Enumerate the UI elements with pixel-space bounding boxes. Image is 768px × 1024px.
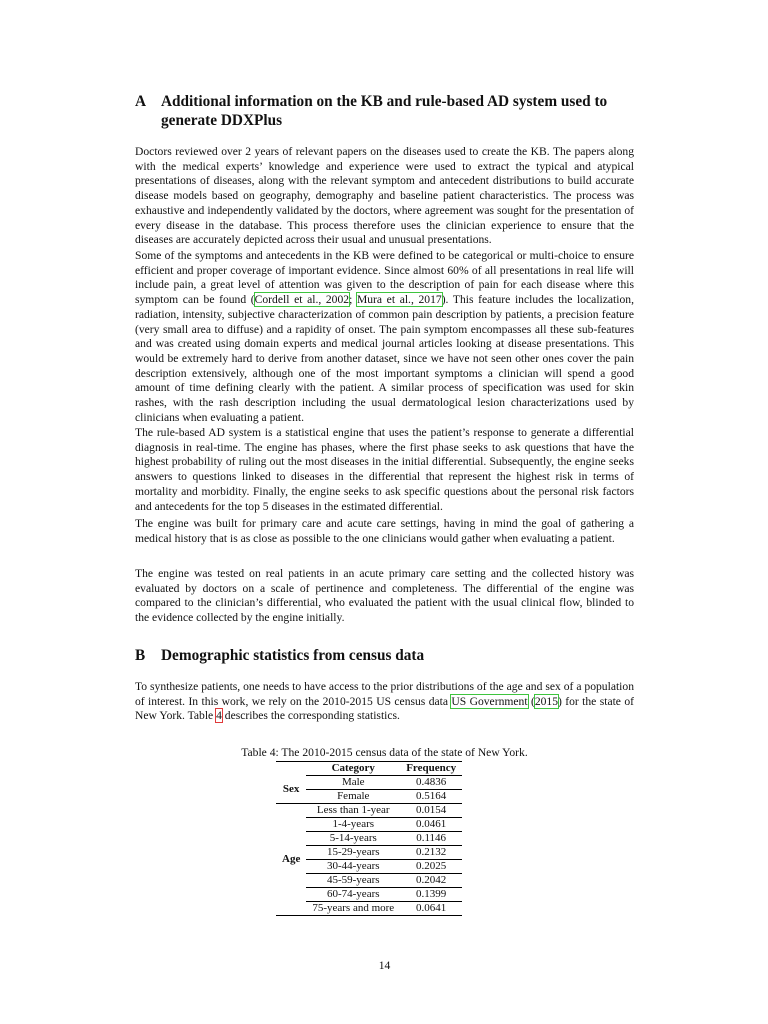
b-p1-text-start: To synthesize patients, one needs to have access to the prior distributions of the age and sex of a population of interest. In this work, we rely on the 2010-2015 US census data [135,680,634,708]
section-a-paragraph-2 [135,249,634,425]
section-a-heading [135,92,634,130]
age-frequency-cell: 0.0641 [400,902,462,916]
table-header-category: Category [306,762,400,776]
citation-us-government-year[interactable]: 2015 [534,694,558,708]
age-frequency-cell: 0.1399 [400,888,462,902]
p2-citation-separator: ; [349,293,357,307]
section-a-title: Additional information on the KB and rule-based AD system used to generate DDXPlus [161,93,608,129]
b-p1-text-mid: for the state of New York. Table [135,694,634,723]
citation-us-government[interactable]: US Government [451,694,528,708]
p2-text-start: Some of the symptoms and antecedents in the KB were defined to be categorical or multi-choice to ensure efficient and proper coverage of important evidence. Since almost 60% of all presentations in real life will include pain, a great level of attention was given to the description of pain for each disease where this symptom can be found ( [135,249,634,307]
age-frequency-cell: 0.0461 [400,818,462,832]
census-table-body [276,776,462,916]
census-table [276,761,462,916]
sex-category-cell: Male [306,776,400,790]
age-frequency-cell: 0.0154 [400,804,462,818]
table-header-empty [276,762,306,776]
section-a-paragraph-4: The engine was built for primary care and acute care settings, having in mind the goal of gathering a medical history that is as close as possible to the one clinicians would gather when evaluating a patient. [135,517,634,545]
section-a-paragraph-3: The rule-based AD system is a statistical engine that uses the patient’s response to generate a differential diagnosis in real-time. The engine has phases, where the first phase seeks to ask questions that have the highest probability of ruling out the most diseases in the initial differential. Subsequently, the engine seeks answers to questions linked to diseases in the differential that represent the highest risk in terms of mortality and morbidity. Finally, the engine seeks to ask specific questions about the personal risk factors and antecedents for the top 5 diseases in the estimated differential. [135,426,634,513]
age-category-cell: 15-29-years [306,846,400,860]
section-a-paragraph-1: Doctors reviewed over 2 years of relevant papers on the diseases used to create the KB. The papers along with the medical experts’ knowledge and experience were used to extract the typical and atypical presentations of diseases, along with the relevant symptom and antecedent distributions to build accurate disease models based on geography, demography and baseline patient characteristics. The process was exhaustive and independently validated by the doctors, where agreement was sought for the presentation of every disease in the database. This process therefore uses the clinician experience to ensure that the diseases are accurately depicted across their usual and unusual presentations. [135,145,634,247]
age-category-cell: 75-years and more [306,902,400,916]
section-b-number: B [135,647,146,664]
citation-mura-2017[interactable]: Mura et al., 2017 [356,293,442,307]
age-frequency-cell: 0.2132 [400,846,462,860]
age-frequency-cell: 0.2025 [400,860,462,874]
section-b-heading [135,646,424,665]
citation-cordell-2002[interactable]: Cordell et al., 2002 [254,293,350,307]
p2-text-end: ). This feature includes the localization, radiation, intensity, subjective characterization of common pain description by patients, a precision feature (very small area to diffuse) and a rapidity of onset. The pain symptom encompasses all these sub-features and was created using domain experts and medical journal articles looking at disease presentations. This would be extremely hard to derive from another dataset, since we have not seen other ones cover the pain description extensively, although one of the most important symptoms a clinician will spend a good amount of time defining clearly with the patient. A similar process of specification was used for skin rashes, with the rash description including the usual dermatological lesion characterizations used by clinicians when evaluating a patient. [135,293,634,424]
table-4-reference[interactable]: 4 [216,709,222,723]
age-category-cell: 30-44-years [306,860,400,874]
section-a-paragraph-5: The engine was tested on real patients in an acute primary care setting and the collected history was evaluated by doctors on a scale of pertinence and completeness. The differential of the engine was compared to the clinician’s differential, who evaluated the patient with the usual clinical flow, blinded to the evidence collected by the engine initially. [135,567,634,625]
age-category-cell: 60-74-years [306,888,400,902]
age-group-label: Age [276,804,306,916]
sex-group-label: Sex [276,776,306,804]
table-header-frequency: Frequency [400,762,462,776]
page-number: 14 [378,959,391,972]
table-row [276,776,462,790]
age-category-cell: 5-14-years [306,832,400,846]
age-frequency-cell: 0.1146 [400,832,462,846]
age-category-cell: 1-4-years [306,818,400,832]
age-frequency-cell: 0.2042 [400,874,462,888]
b-p1-text-end: describes the corresponding statistics. [221,709,400,723]
section-b-title: Demographic statistics from census data [161,647,425,664]
sex-frequency-cell: 0.5164 [400,790,462,804]
age-category-cell: 45-59-years [306,874,400,888]
age-category-cell: Less than 1-year [306,804,400,818]
table-row [276,804,462,818]
table-caption: Table 4: The 2010-2015 census data of the state of New York. [241,746,528,759]
section-b-paragraph-1: To synthesize patients, one needs to have access to the prior distributions of the age and sex of a population of interest. In this work, we rely on the 2010-2015 US census data US Government (2015) for the state of New York. Table 4 describes the corresponding statistics. [135,680,634,723]
sex-category-cell: Female [306,790,400,804]
sex-frequency-cell: 0.4836 [400,776,462,790]
section-a-number: A [135,93,147,110]
